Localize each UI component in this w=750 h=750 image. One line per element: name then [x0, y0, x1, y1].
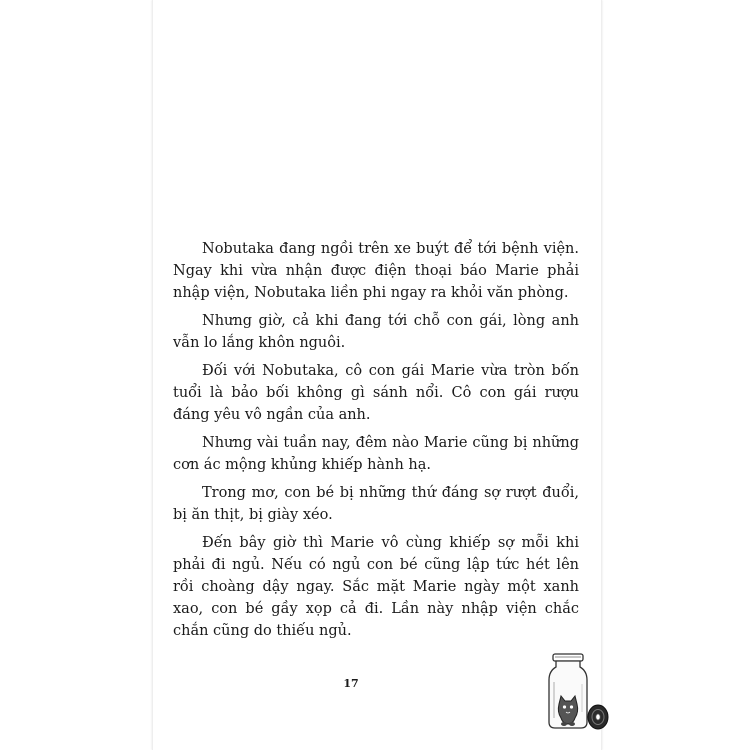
paragraph-3: Đối với Nobutaka, cô con gái Marie vừa tròn bốn tuổi là bảo bối không gì sánh nổi. Cô con gái rượu đáng yêu vô ngần của anh.: [173, 363, 579, 423]
paragraph-6: Đến bây giờ thì Marie vô cùng khiếp sợ mỗi khi phải đi ngủ. Nếu có ngủ con bé cũng lập tức hét lên rồi choàng dậy ngay. Sắc mặt Marie ngày một xanh xao, con bé gầy xọp cả đi. Lần này nhập viện chắc chắn cũng do thiếu ngủ.: [173, 535, 579, 639]
paragraph-1: Nobutaka đang ngồi trên xe buýt để tới bệnh viện. Ngay khi vừa nhận được điện thoại báo Marie phải nhập viện, Nobutaka liền phi ngay ra khỏi văn phòng.: [173, 241, 579, 301]
paragraph-5: Trong mơ, con bé bị những thứ đáng sợ rượt đuổi, bị ăn thịt, bị giày xéo.: [173, 485, 579, 523]
body-text: [173, 238, 579, 648]
page-number: 17: [343, 677, 359, 690]
paragraph-4: Nhưng vài tuần nay, đêm nào Marie cũng bị những cơn ác mộng khủng khiếp hành hạ.: [173, 435, 579, 473]
jar-with-cat-and-coin-icon: [545, 652, 615, 732]
paragraph-2: Nhưng giờ, cả khi đang tới chỗ con gái, lòng anh vẫn lo lắng khôn nguôi.: [173, 313, 579, 351]
